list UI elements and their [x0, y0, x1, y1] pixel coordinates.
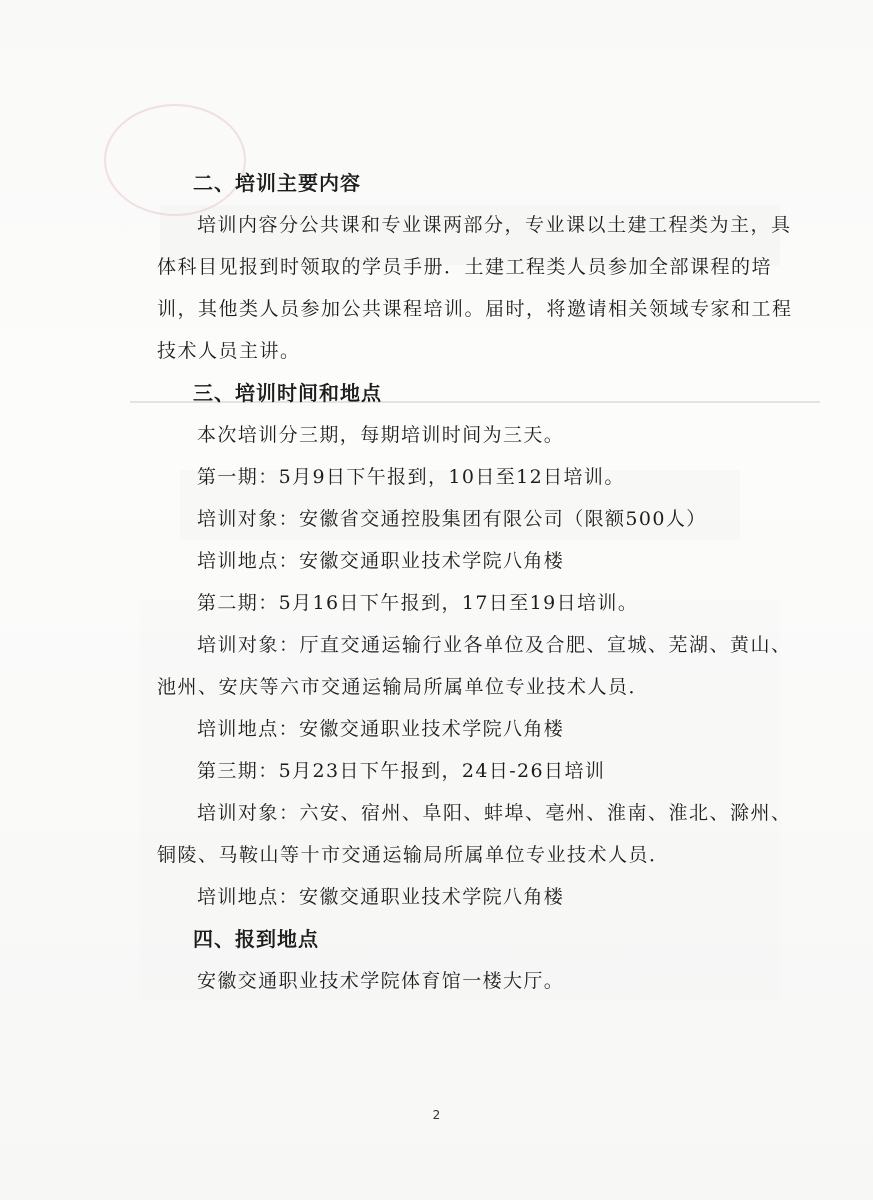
training-intro: 本次培训分三期，每期培训时间为三天。: [197, 424, 565, 446]
section-heading: 三、培训时间和地点: [193, 381, 382, 405]
period-schedule: 第三期：5月23日下午报到，24日-26日培训: [197, 760, 606, 782]
section-heading: 二、培训主要内容: [193, 171, 361, 195]
period-target: 培训对象：六安、宿州、阜阳、蚌埠、亳州、淮南、淮北、滁州、铜陵、马鞍山等十市交通运输局所属单位专业技术人员．: [157, 802, 792, 866]
document-body: [157, 162, 807, 1002]
period-target: 培训对象：安徽省交通控股集团有限公司（限额500人）: [197, 508, 707, 530]
section-paragraph: 培训内容分公共课和专业课两部分，专业课以土建工程类为主，具体科目见报到时领取的学员手册．土建工程类人员参加全部课程的培训，其他类人员参加公共课程培训。届时，将邀请相关领域专家和工程技术人员主讲。: [157, 214, 793, 362]
period-schedule: 第一期：5月9日下午报到，10日至12日培训。: [197, 466, 625, 488]
section-heading: 四、报到地点: [193, 927, 319, 951]
page-number: 2: [432, 1108, 441, 1122]
period-location: 培训地点：安徽交通职业技术学院八角楼: [197, 550, 565, 572]
period-schedule: 第二期：5月16日下午报到，17日至19日培训。: [197, 592, 639, 614]
period-location: 培训地点：安徽交通职业技术学院八角楼: [197, 718, 565, 740]
period-target: 培训对象：厅直交通运输行业各单位及合肥、宣城、芜湖、黄山、池州、安庆等六市交通运输局所属单位专业技术人员．: [157, 634, 792, 698]
period-location: 培训地点：安徽交通职业技术学院八角楼: [197, 886, 565, 908]
registration-location: 安徽交通职业技术学院体育馆一楼大厅。: [197, 970, 565, 992]
